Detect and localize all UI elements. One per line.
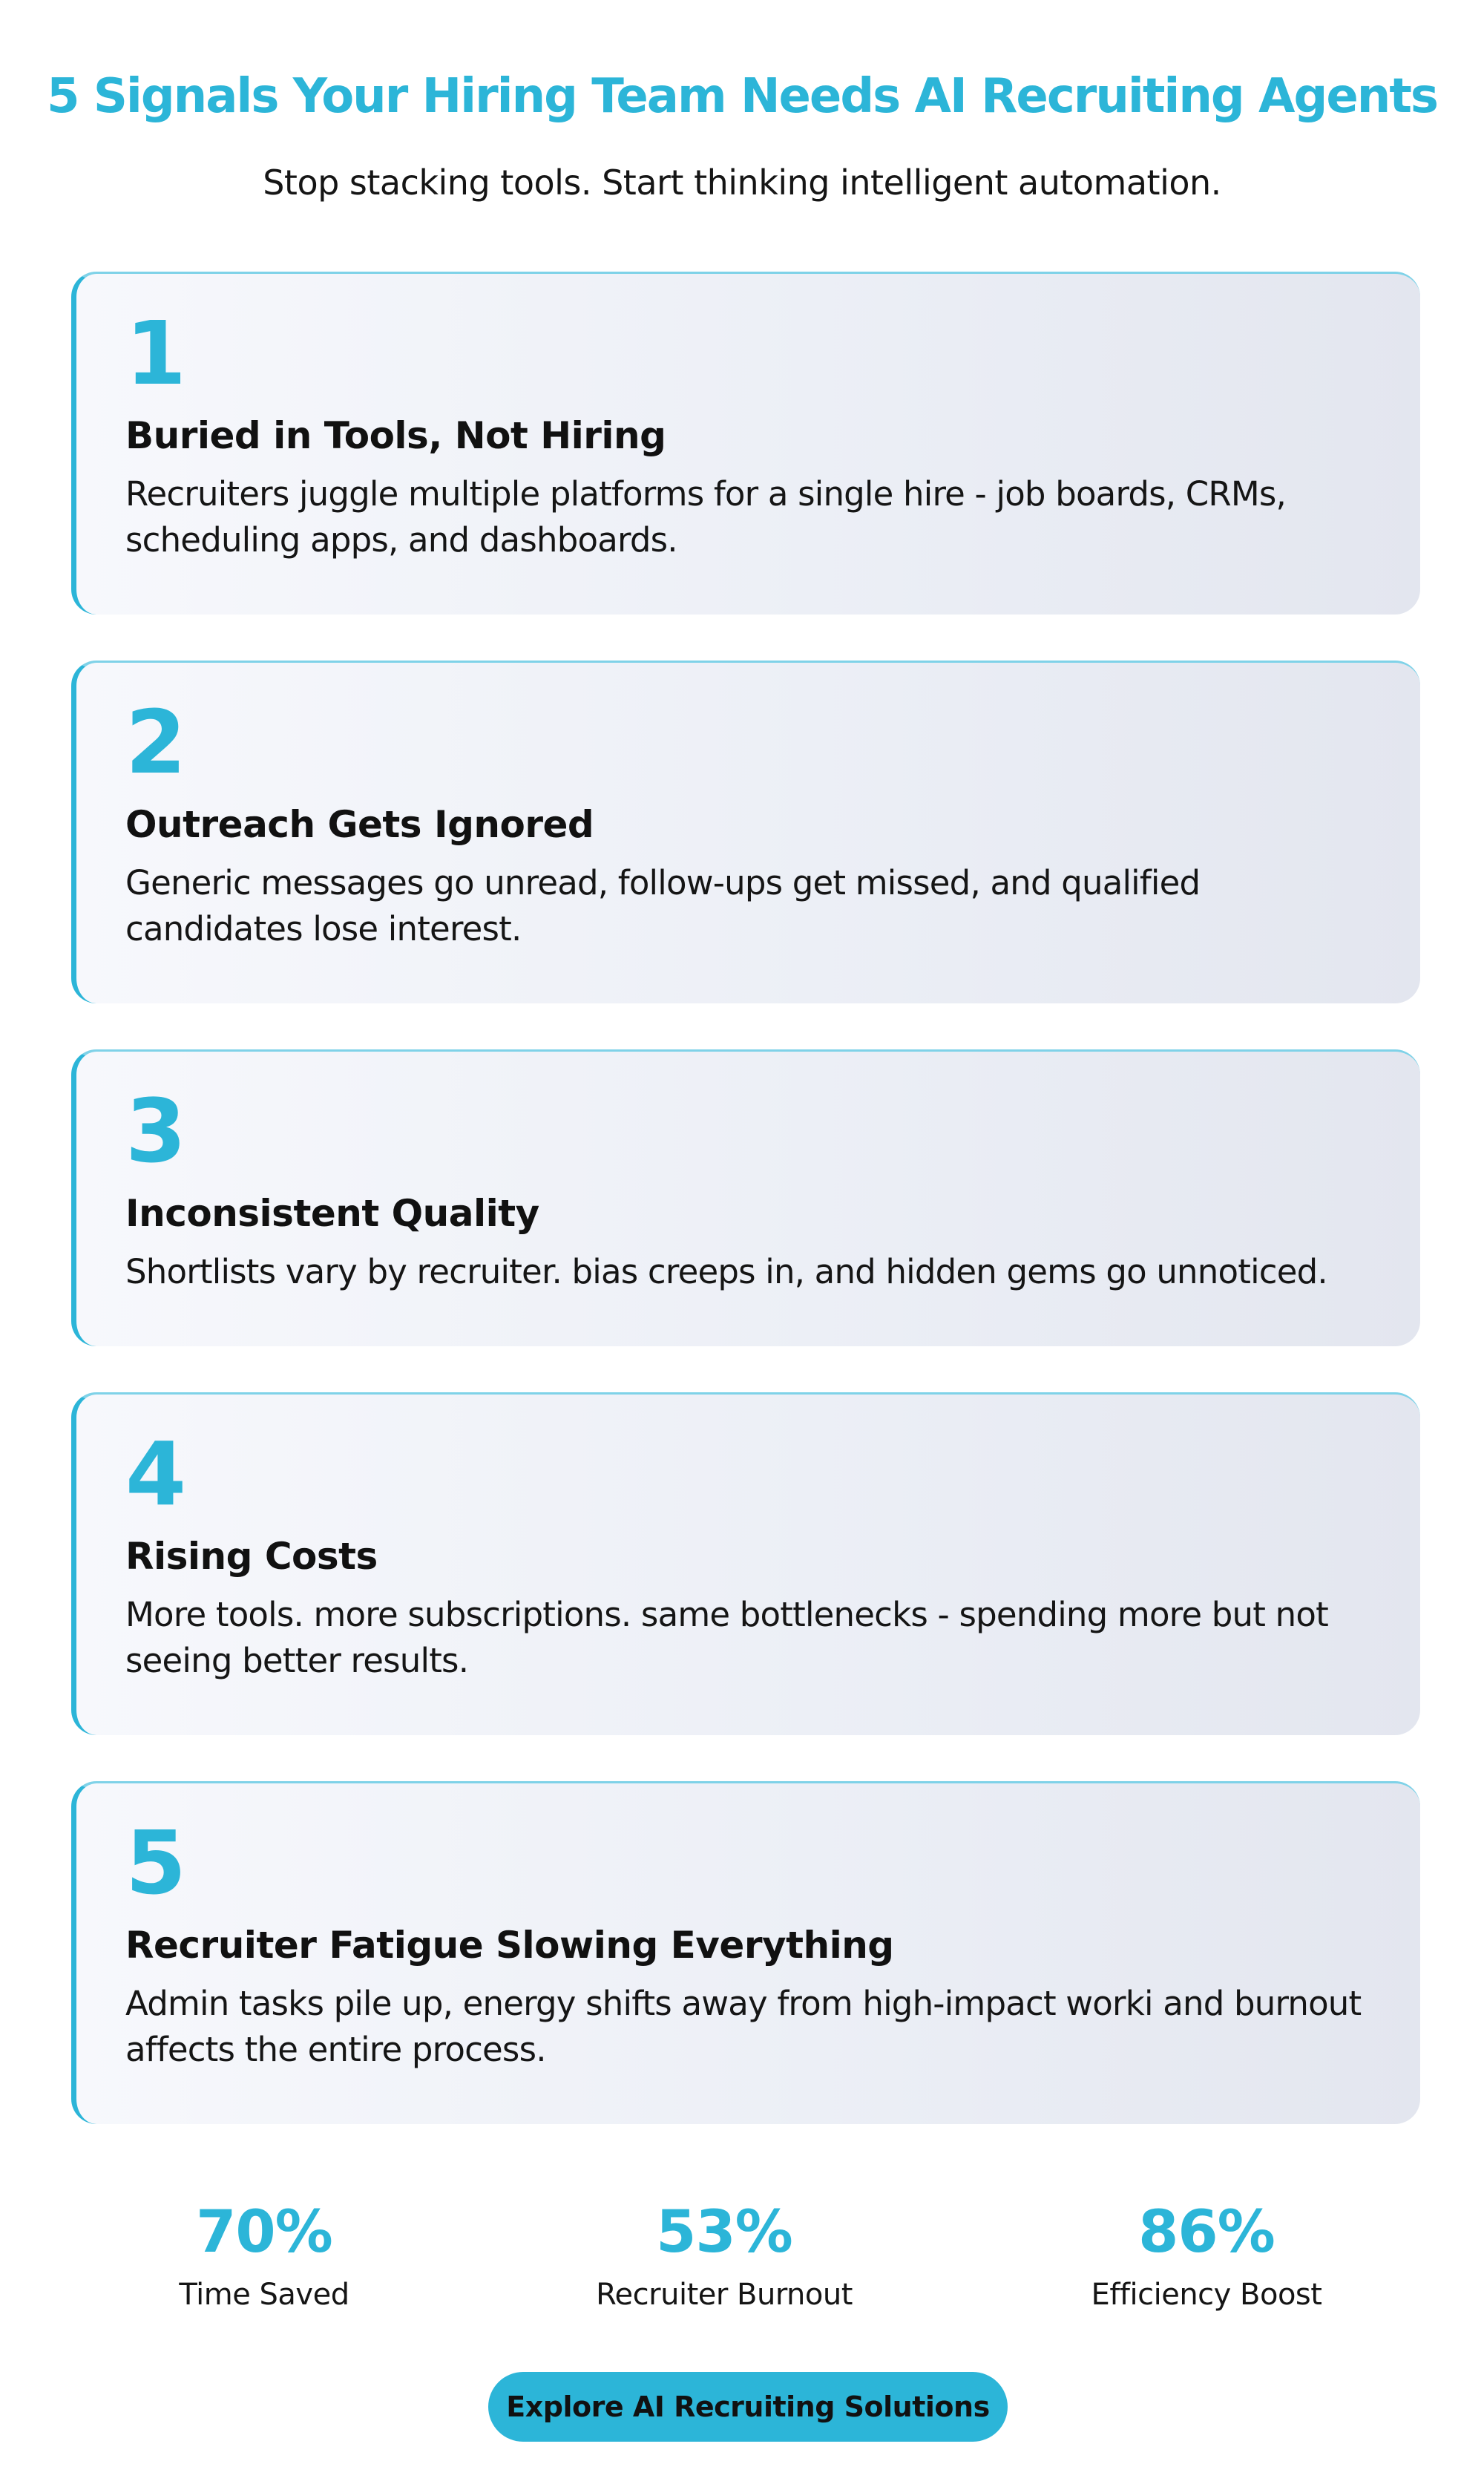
signal-number: 5 — [125, 1812, 187, 1914]
explore-solutions-button[interactable]: Explore AI Recruiting Solutions — [488, 2372, 1008, 2442]
signal-title: Recruiter Fatigue Slowing Everything — [125, 1924, 894, 1967]
signal-title: Buried in Tools, Not Hiring — [125, 414, 666, 457]
page-title: 5 Signals Your Hiring Team Needs AI Recruiting Agents — [47, 69, 1437, 124]
signal-description: Shortlists vary by recruiter. bias creeps in, and hidden gems go unnoticed. — [125, 1252, 1327, 1291]
stat-recruiter-burnout — [531, 2197, 917, 2314]
page-subtitle: Stop stacking tools. Start thinking intelligent automation. — [263, 163, 1221, 203]
stat-value: 53% — [656, 2199, 792, 2266]
signal-card-4 — [71, 1392, 1420, 1735]
signal-description: Generic messages go unread, follow-ups get missed, and qualified candidates lose interest. — [125, 863, 1201, 948]
signal-card-5 — [71, 1781, 1420, 2124]
stat-label: Time Saved — [179, 2278, 349, 2312]
signal-title: Outreach Gets Ignored — [125, 803, 594, 846]
stat-efficiency-boost — [1014, 2197, 1399, 2314]
signal-card-2 — [71, 661, 1420, 1003]
signal-card-3 — [71, 1049, 1420, 1346]
signal-number: 2 — [125, 691, 187, 793]
stat-value: 70% — [196, 2199, 332, 2266]
signal-number: 3 — [125, 1080, 187, 1182]
signal-title: Rising Costs — [125, 1535, 378, 1578]
signal-description: Admin tasks pile up, energy shifts away from high-impact worki and burnout affects the entire process. — [125, 1984, 1362, 2069]
stat-label: Efficiency Boost — [1091, 2278, 1322, 2312]
signal-number: 4 — [125, 1423, 187, 1525]
stat-label: Recruiter Burnout — [596, 2278, 853, 2312]
signal-number: 1 — [125, 302, 187, 404]
signal-description: Recruiters juggle multiple platforms for a single hire - job boards, CRMs, scheduling apps, and dashboards. — [125, 474, 1287, 560]
stat-time-saved — [71, 2197, 457, 2314]
signal-card-1 — [71, 272, 1420, 615]
stat-value: 86% — [1138, 2199, 1275, 2266]
signal-description: More tools. more subscriptions. same bottlenecks - spending more but not seeing better results. — [125, 1595, 1328, 1680]
signal-title: Inconsistent Quality — [125, 1192, 539, 1235]
